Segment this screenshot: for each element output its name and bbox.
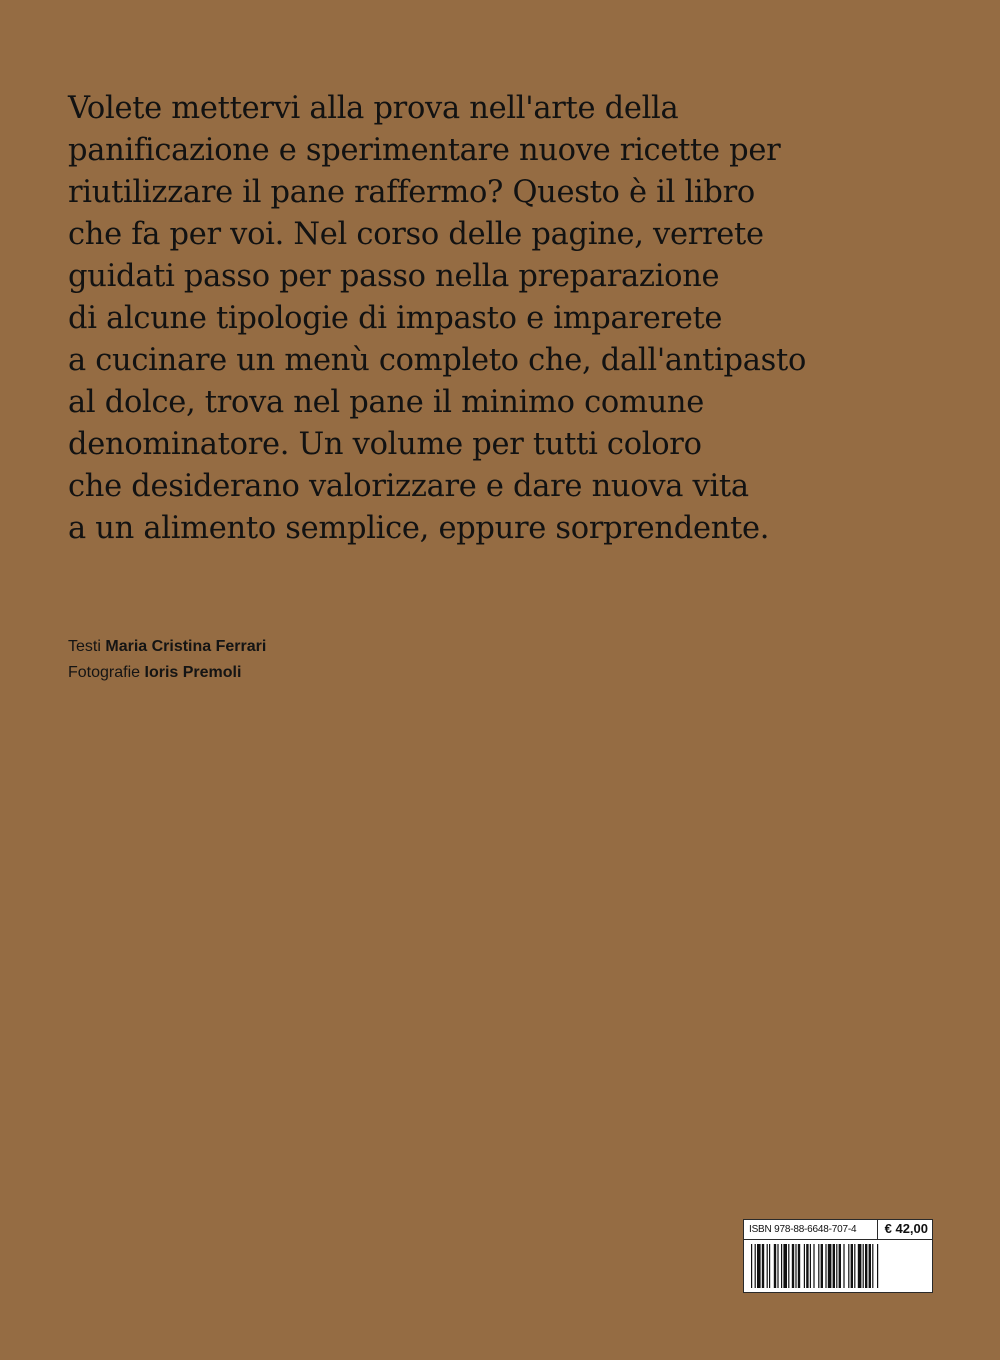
blurb-line: di alcune tipologie di impasto e imparerete [68, 301, 723, 336]
blurb-line: a cucinare un menù completo che, dall'antipasto [68, 343, 807, 378]
barcode-bar [757, 1244, 761, 1288]
credit-texts-role: Testi [68, 638, 101, 655]
barcode-bar [872, 1244, 873, 1288]
barcode-bar [804, 1244, 805, 1288]
blurb-line: panificazione e sperimentare nuove ricette per [68, 133, 781, 168]
barcode-bar [858, 1244, 862, 1288]
isbn-text: ISBN 978-88-6648-707-4 [749, 1224, 857, 1235]
barcode-bar [781, 1244, 782, 1288]
barcode-bar [788, 1244, 789, 1288]
barcode-bar [813, 1244, 814, 1288]
credits [68, 634, 266, 686]
blurb-line: Volete mettervi alla prova nell'arte della [68, 91, 679, 126]
barcode-bar [783, 1244, 787, 1288]
price-text: € 42,00 [884, 1221, 928, 1236]
barcode-bar [863, 1244, 864, 1288]
barcode-bar [828, 1244, 832, 1288]
barcode-bar [865, 1244, 867, 1288]
blurb-line: denominatore. Un volume per tutti coloro [68, 427, 702, 462]
barcode-bar [792, 1244, 794, 1288]
barcode-bar [821, 1244, 823, 1288]
barcode-bar [833, 1244, 835, 1288]
barcode-bar [798, 1244, 800, 1288]
price-box [877, 1220, 932, 1239]
barcode-bars [751, 1244, 925, 1288]
barcode-bar [877, 1244, 878, 1288]
barcode-bar [839, 1244, 841, 1288]
barcode-bar [751, 1244, 752, 1288]
blurb-line: guidati passo per passo nella preparazione [68, 259, 720, 294]
barcode-bar [795, 1244, 796, 1288]
credit-texts [68, 634, 266, 660]
credit-photos [68, 660, 266, 686]
barcode-bar [848, 1244, 849, 1288]
barcode-bar [869, 1244, 871, 1288]
back-cover-blurb [68, 88, 968, 550]
credit-photos-name: Ioris Premoli [144, 664, 242, 681]
barcode-label [743, 1219, 933, 1293]
credit-photos-role: Fotografie [68, 664, 141, 681]
barcode-bar [843, 1244, 844, 1288]
barcode-bar [818, 1244, 819, 1288]
barcode-bar [777, 1244, 778, 1288]
barcode-bar [806, 1244, 808, 1288]
barcode-bar [769, 1244, 770, 1288]
barcode-bar [854, 1244, 855, 1288]
blurb-line: che desiderano valorizzare e dare nuova vita [68, 469, 749, 504]
blurb-line: al dolce, trova nel pane il minimo comune [68, 385, 705, 420]
blurb-line: riutilizzare il pane raffermo? Questo è il libro [68, 175, 755, 210]
barcode-bar [836, 1244, 837, 1288]
barcode-bar [767, 1244, 768, 1288]
barcode-header [744, 1220, 932, 1240]
blurb-line: a un alimento semplice, eppure sorprendente. [68, 511, 770, 546]
barcode-bar [851, 1244, 853, 1288]
barcode-bar [810, 1244, 811, 1288]
barcode-bar [755, 1244, 756, 1288]
barcode-bar [762, 1244, 764, 1288]
blurb-line: che fa per voi. Nel corso delle pagine, verrete [68, 217, 764, 252]
credit-texts-name: Maria Cristina Ferrari [105, 638, 267, 655]
barcode-bar [825, 1244, 826, 1288]
barcode-bar [774, 1244, 776, 1288]
